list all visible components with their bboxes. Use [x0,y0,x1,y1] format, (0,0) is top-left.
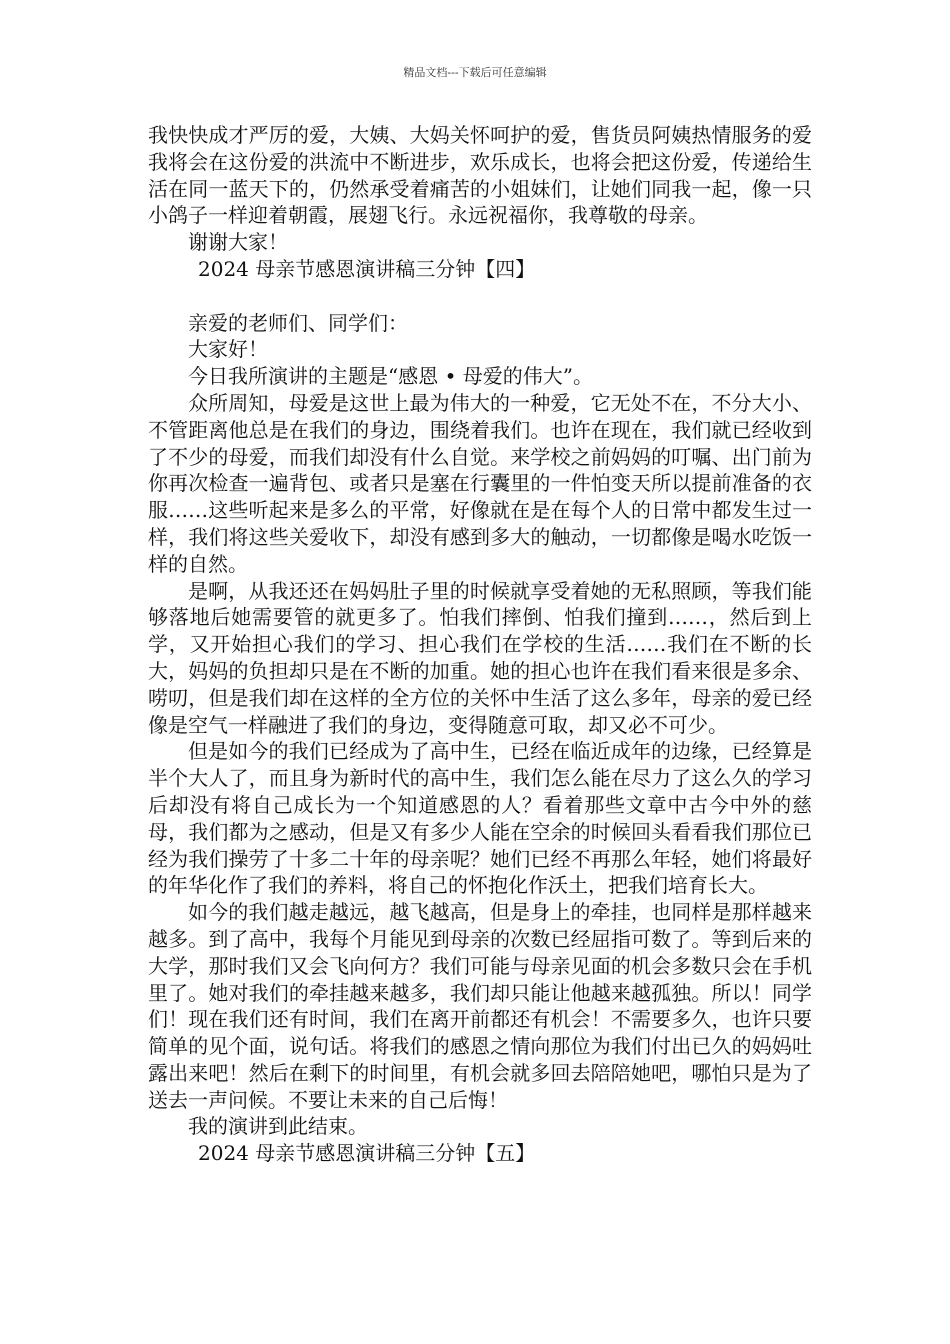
body-paragraph: 我快快成才严厉的爱，大姨、大妈关怀呵护的爱，售货员阿姨热情服务的爱我将会在这份爱的洪流中不断进步，欢乐成长，也将会把这份爱，传递给生活在同一蓝天下的，仍然承受着痛苦的小姐妹们，让她们同我一起，像一只小鸽子一样迎着朝霞，展翅飞行。永远祝福你，我尊敬的母亲。 [148,123,812,228]
blank-line [148,283,812,310]
body-paragraph: 如今的我们越走越远，越飞越高，但是身上的牵挂，也同样是那样越来越多。到了高中，我每个月能见到母亲的次数已经屈指可数了。等到后来的大学，那时我们又会飞向何方？我们可能与母亲见面的机会多数只会在手机里了。她对我们的牵挂越来越多，我们却只能让他越来越孤独。所以！同学们！现在我们还有时间，我们在离开前都还有机会！不需要多久，也许只要简单的见个面，说句话。将我们的感恩之情向那位为我们付出已久的妈妈吐露出来吧！然后在剩下的时间里，有机会就多回去陪陪她吧，哪怕只是为了送去一声问候。不要让未来的自己后悔！ [148,900,812,1112]
body-paragraph: 众所周知，母爱是这世上最为伟大的一种爱，它无处不在，不分大小、不管距离他总是在我们的身边，围绕着我们。也许在现在，我们就已经收到了不少的母爱，而我们却没有什么自觉。来学校之前妈妈的叮嘱、出门前为你再次检查一遍背包、或者只是塞在行囊里的一件怕变天所以提前准备的衣服……这些听起来是多么的平常，好像就在是在每个人的日常中都发生过一样，我们将这些关爱收下，却没有感到多大的触动，一切都像是喝水吃饭一样的自然。 [148,390,812,576]
body-paragraph: 是啊，从我还还在妈妈肚子里的时候就享受着她的无私照顾，等我们能够落地后她需要管的就更多了。怕我们摔倒、怕我们撞到……，然后到上学，又开始担心我们的学习、担心我们在学校的生活……我们在不断的长大，妈妈的负担却只是在不断的加重。她的担心也许在我们看来很是多余、唠叨，但是我们却在这样的全方位的关怀中生活了这么多年，母亲的爱已经像是空气一样融进了我们的身边，变得随意可取，却又必不可少。 [148,578,812,737]
topic-line: 今日我所演讲的主题是“感恩 • 母爱的伟大”。 [188,364,593,389]
page-header: 精品文档---下载后可任意编辑 [403,66,547,79]
greeting: 大家好！ [188,337,268,362]
thanks-line: 谢谢大家！ [188,230,288,255]
document-body [148,122,812,1167]
body-paragraph: 但是如今的我们已经成为了高中生，已经在临近成年的边缘，已经算是半个大人了，而且身为新时代的高中生，我们怎么能在尽力了这么久的学习后却没有将自己成长为一个知道感恩的人？看着那些文章中古今中外的慈母，我们都为之感动，但是又有多少人能在空余的时候回头看看我们那位已经为我们操劳了十多二十年的母亲呢？她们已经不再那么年轻，她们将最好的年华化作了我们的养料，将自己的怀抱化作沃土，把我们培育长大。 [148,739,812,898]
section-heading: 2024 母亲节感恩演讲稿三分钟【四】 [198,256,536,281]
salutation: 亲爱的老师们、同学们： [188,310,408,335]
closing-line: 我的演讲到此结束。 [188,1114,368,1139]
section-heading: 2024 母亲节感恩演讲稿三分钟【五】 [198,1141,536,1166]
